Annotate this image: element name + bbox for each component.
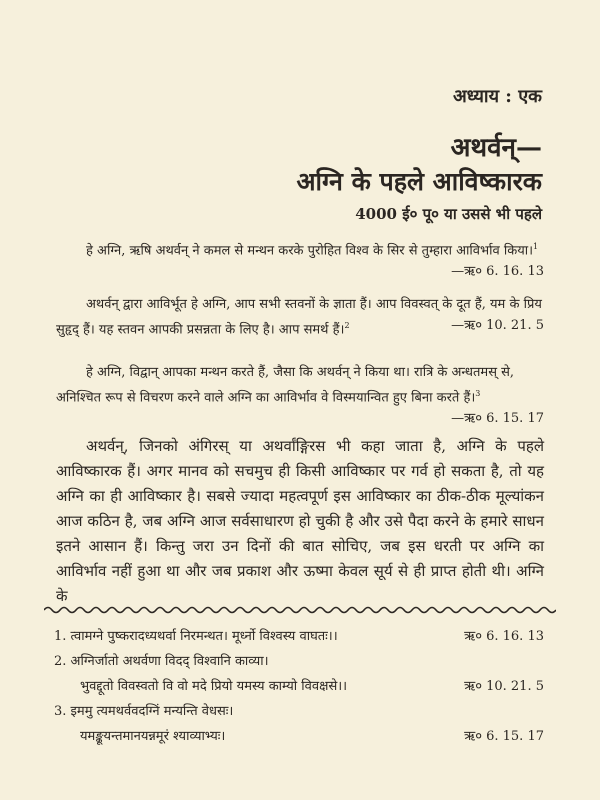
footnote-marker: 1 [533,242,539,251]
quote-text: अथर्वन् द्वारा आविर्भूत हे अग्नि, आप सभी स्तवनों के ज्ञाता हैं। आप विवस्वत् के दूत हैं, यम के प्रिय सुहृद् हैं। यह स्तवन आपकी प्रसन्नता के लिए है। आप समर्थ हैं। [56,297,542,338]
section-title: अथर्वन्— [450,133,542,163]
quote-reference: —ऋ० 6. 16. 13 [451,264,544,280]
quote-reference: —ऋ० 10. 21. 5 [451,318,544,333]
footnotes [54,624,544,749]
footnote-reference: ऋ० 6. 16. 13 [464,629,544,644]
footnote-1-line-1 [54,624,544,649]
main-paragraph: अथर्वन्, जिनको अंगिरस् या अथर्वांङ्गिरस भी कहा जाता है, अग्नि के पहले आविष्कारक हैं। अगर मानव को सचमुच ही किसी आविष्कार पर गर्व हो सकता है, तो यह अग्नि का ही आविष्कार है। सबसे ज्यादा महत्वपूर्ण इस आविष्कार का ठीक-ठीक मूल्यांकन आज कठिन है, जब अग्नि आज सर्वसाधारण हो चुकी है और उसे पैदा करने के हमारे साधन इतने आसान हैं। किन्तु जरा उन दिनों की बात सोचिए, जब इस धरती पर अग्नि का आविर्भाव नहीं हुआ था और जब प्रकाश और ऊष्मा केवल सूर्य से ही प्राप्त होती थी। अग्नि के [56,437,544,605]
footnote-2-line-1 [54,649,544,674]
footnote-text: यमङ्कूयन्तमानयन्नमूरं श्याव्याभ्यः। [80,729,226,744]
footnote-reference: ऋ० 6. 15. 17 [464,729,544,744]
chapter-label: अध्याय : एक [452,86,542,107]
period-label: 4000 ई० पू० या उससे भी पहले [355,205,542,223]
wavy-divider [44,605,556,615]
section-subtitle: अग्नि के पहले आविष्कारक [296,167,542,196]
quote-2 [56,294,544,340]
footnote-3-line-1 [54,699,544,724]
footnote-text: 1. त्वामग्ने पुष्करादध्यथर्वा निरमन्थत। मूर्ध्नो विश्वस्य वाघतः।। [54,629,338,644]
quote-text: हे अग्नि, ऋषि अथर्वन् ने कमल से मन्थन करके पुरोहित विश्व के सिर से तुम्हारा आविर्भाव किया। [86,243,534,259]
footnote-3-line-2 [54,724,544,749]
footnote-text: 3. इममु त्यमथर्ववदग्निं मन्यन्ति वेधसः। [54,704,234,719]
quote-3 [56,362,544,429]
quote-text: हे अग्नि, विद्वान् आपका मन्थन करते हैं, जैसा कि अथर्वन् ने किया था। रात्रि के अन्धतमस् से, अनिश्चित रूप से विचरण करने वाले अग्नि का आविर्भाव वे विस्मयान्वित हुए बिना करते हैं। [56,365,515,406]
footnote-marker: 2 [344,321,350,330]
footnote-text: भुवद्दूतो विवस्वतो वि वो मदे प्रियो यमस्य काम्यो विवक्षसे।। [80,679,348,694]
quote-1 [56,236,544,282]
footnote-2-line-2 [54,674,544,699]
quote-reference: —ऋ० 6. 15. 17 [451,411,544,427]
footnote-reference: ऋ० 10. 21. 5 [464,679,544,694]
footnote-text: 2. अग्निर्जातो अथर्वणा विदद् विश्वानि काव्या। [54,654,269,669]
footnote-marker: 3 [475,389,481,398]
